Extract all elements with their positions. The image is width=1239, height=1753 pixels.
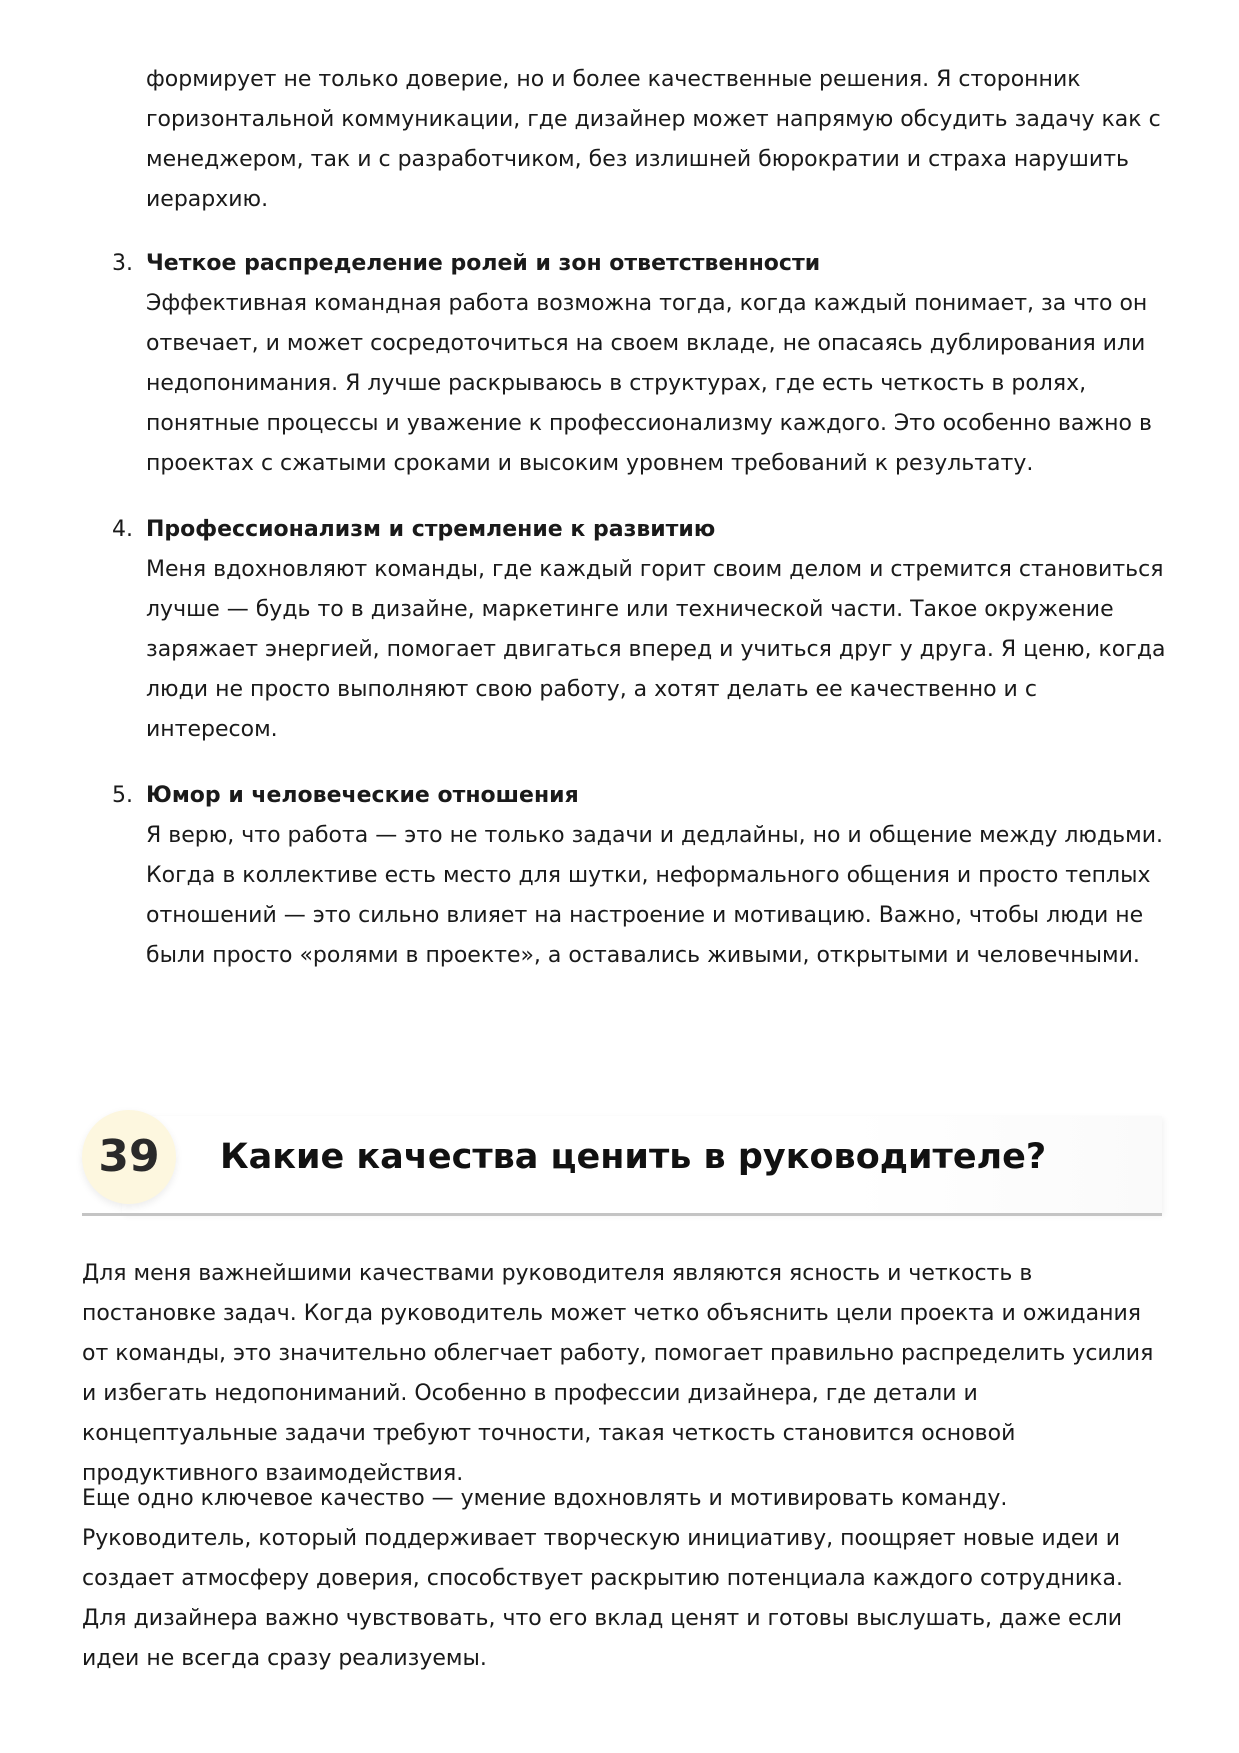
intro-continuation-text: формирует не только доверие, но и более качественные решения. Я сторонник горизонтальной коммуникации, где дизайнер может напрямую обсудить задачу как с менеджером, так и с разработчиком, без излишней бюрократии и страха нарушить иерархию. bbox=[146, 67, 1161, 212]
list-item bbox=[112, 776, 1172, 976]
list-item bbox=[112, 244, 1172, 484]
list-item-text: Эффективная командная работа возможна тогда, когда каждый понимает, за что он отвечает, и может сосредоточиться на своем вкладе, не опасаясь дублирования или недопонимания. Я лучше раскрываюсь в структурах, где есть четкость в ролях, понятные процессы и уважение к профессионализму каждого. Это особенно важно в проектах с сжатыми сроками и высоким уровнем требований к результату. bbox=[146, 291, 1152, 476]
section-title: Какие качества ценить в руководителе? bbox=[220, 1137, 1047, 1177]
list-item-body bbox=[146, 510, 1172, 750]
list-item-title: Четкое распределение ролей и зон ответственности bbox=[146, 251, 821, 276]
section-number-badge: 39 bbox=[82, 1110, 176, 1204]
list-item-body bbox=[146, 776, 1172, 976]
list-item-number: 5. bbox=[112, 783, 133, 808]
list-item-text: Я верю, что работа — это не только задачи и дедлайны, но и общение между людьми. Когда в коллективе есть место для шутки, неформального общения и просто теплых отношений — это сильно влияет на настроение и мотивацию. Важно, чтобы люди не были просто «ролями в проекте», а оставались живыми, открытыми и человечными. bbox=[146, 823, 1164, 968]
list-item-number: 3. bbox=[112, 251, 133, 276]
list-item-title: Профессионализм и стремление к развитию bbox=[146, 517, 716, 542]
section-divider bbox=[82, 1213, 1162, 1216]
list-item bbox=[112, 510, 1172, 750]
list-item-text: Меня вдохновляют команды, где каждый горит своим делом и стремится становиться лучше — будь то в дизайне, маркетинге или технической части. Такое окружение заряжает энергией, помогает двигаться вперед и учиться друг у друга. Я ценю, когда люди не просто выполняют свою работу, а хотят делать ее качественно и с интересом. bbox=[146, 557, 1166, 742]
body-paragraph: Еще одно ключевое качество — умение вдохновлять и мотивировать команду. Руководитель, который поддерживает творческую инициативу, поощряет новые идеи и создает атмосферу доверия, способствует раскрытию потенциала каждого сотрудника. Для дизайнера важно чувствовать, что его вклад ценят и готовы выслушать, даже если идеи не всегда сразу реализуемы. bbox=[82, 1486, 1123, 1671]
list-item-body bbox=[146, 244, 1172, 484]
section-header bbox=[82, 1110, 1162, 1216]
list-item-title: Юмор и человеческие отношения bbox=[146, 783, 579, 808]
list-item-number: 4. bbox=[112, 517, 133, 542]
qualities-list bbox=[112, 244, 1172, 1002]
body-paragraph: Для меня важнейшими качествами руководителя являются ясность и четкость в постановке задач. Когда руководитель может четко объяснить цели проекта и ожидания от команды, это значительно облегчает работу, помогает правильно распределить усилия и избегать недопониманий. Особенно в профессии дизайнера, где детали и концептуальные задачи требуют точности, такая четкость становится основой продуктивного взаимодействия. bbox=[82, 1261, 1154, 1486]
